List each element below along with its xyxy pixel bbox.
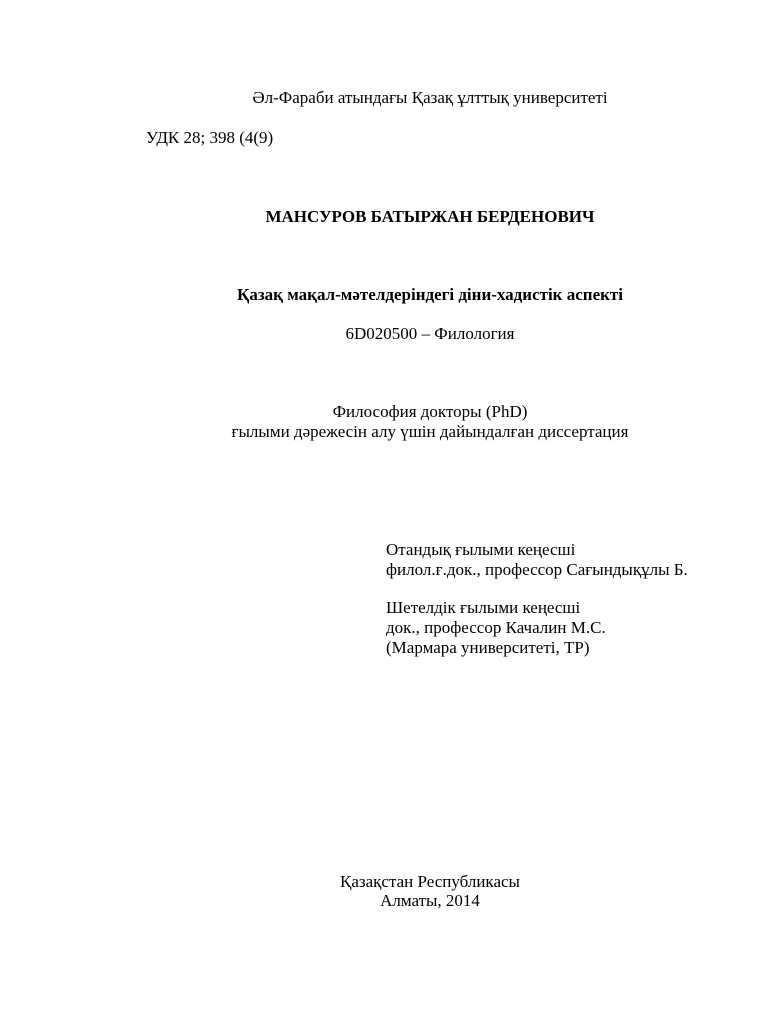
domestic-advisor-label: Отандық ғылыми кеңесші [386, 540, 576, 559]
country-name: Қазақстан Республикасы [340, 872, 520, 891]
foreign-advisor-name: док., профессор Качалин М.С. [386, 618, 606, 637]
specialty-code: 6D020500 – Филология [345, 324, 515, 343]
foreign-advisor-label: Шетелдік ғылыми кеңесші [386, 598, 581, 617]
degree-line-2: ғылыми дәрежесін алу үшін дайындалған диссертация [231, 422, 629, 441]
university-name: Әл-Фараби атындағы Қазақ ұлттық университеті [252, 88, 608, 107]
foreign-advisor-affiliation: (Мармара университеті, ТР) [386, 638, 590, 657]
dissertation-title: Қазақ мақал-мәтелдеріндегі діни-хадистік аспекті [237, 285, 623, 304]
domestic-advisor-name: филол.ғ.док., профессор Сағындықұлы Б. [386, 560, 688, 579]
city-year: Алматы, 2014 [380, 891, 480, 910]
degree-line-1: Философия докторы (PhD) [332, 402, 528, 421]
udc-code: УДК 28; 398 (4(9) [146, 128, 274, 147]
author-name: МАНСУРОВ БАТЫРЖАН БЕРДЕНОВИЧ [265, 207, 595, 226]
